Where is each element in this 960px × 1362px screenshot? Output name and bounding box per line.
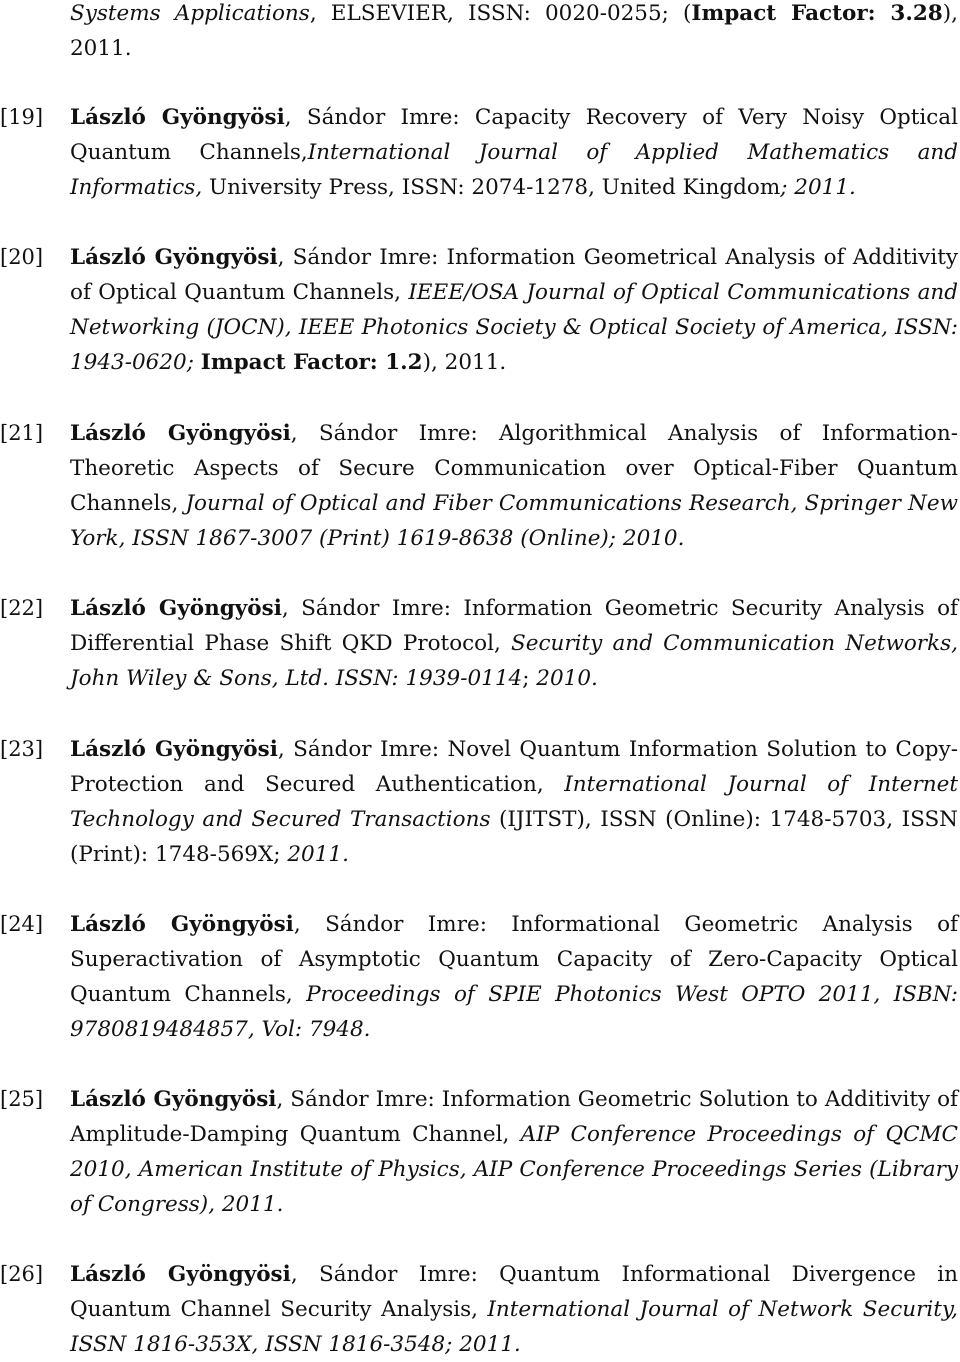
reference-segment: , Sándor Imre: Quantum Informational Divergence in Quantum Channel Security Analysis,: [70, 1262, 958, 1322]
reference-segment: University Press, ISSN: 2074-1278, United Kingdom: [202, 175, 781, 200]
reference-number: [25]: [0, 1087, 44, 1111]
reference-text: [70, 100, 958, 205]
reference-entry-19: [0, 100, 958, 205]
reference-segment: , ELSEVIER, ISSN: 0020-0255; (: [309, 1, 692, 26]
reference-text: [70, 591, 958, 696]
reference-year: ; 2011.: [780, 175, 856, 200]
reference-text: [70, 907, 958, 1047]
journal-name: Journal of Optical and Fiber Communications Research, Springer New York, ISSN 1867-3007 (Print) 1619-8638 (Online); 2010.: [70, 491, 958, 551]
journal-name: Proceedings of SPIE Photonics West OPTO 2011, ISBN: 9780819484857, Vol: 7948.: [70, 982, 958, 1042]
journal-name: Security and Communication Networks, John Wiley & Sons, Ltd. ISSN: 1939-0114: [70, 631, 958, 691]
reference-text: [70, 732, 958, 872]
author-name: László Gyöngyösi: [70, 912, 294, 937]
reference-segment: ), 2011.: [70, 1, 958, 61]
reference-number: [23]: [0, 737, 44, 761]
reference-entry-26: [0, 1257, 958, 1362]
journal-name: Systems Applications: [70, 1, 310, 26]
reference-segment: , Sándor Imre: Algorithmical Analysis of Information-Theoretic Aspects of Secure Communication over Optical-Fiber Quantum Channels,: [70, 421, 958, 516]
reference-segment: , Sándor Imre: Information Geometrical Analysis of Additivity of Optical Quantum Channels,: [70, 245, 958, 305]
reference-number: [22]: [0, 596, 44, 620]
reference-number: [19]: [0, 105, 44, 129]
reference-entry-23: [0, 732, 958, 872]
author-name: László Gyöngyösi: [70, 1262, 291, 1287]
reference-text: [70, 0, 958, 66]
reference-segment: (IJITST), ISSN (Online): 1748-5703, ISSN (Print): 1748-569X;: [70, 807, 958, 867]
reference-segment: , Sándor Imre: Information Geometric Security Analysis of Differential Phase Shift QKD Protocol,: [70, 596, 958, 656]
author-name: László Gyöngyösi: [70, 596, 282, 621]
reference-year: 2011.: [287, 842, 349, 867]
author-name: László Gyöngyösi: [70, 105, 285, 130]
journal-name: IEEE/OSA Journal of Optical Communications and Networking (JOCN), IEEE Photonics Society & Optical Society of America, ISSN: 1943-0620;: [70, 280, 958, 375]
reference-entry-25: [0, 1082, 958, 1222]
reference-year: 2010.: [536, 666, 598, 691]
reference-number: [26]: [0, 1262, 44, 1286]
reference-number: [21]: [0, 421, 44, 445]
author-name: László Gyöngyösi: [70, 245, 278, 270]
reference-segment: ), 2011.: [422, 350, 507, 375]
reference-entry-21: [0, 416, 958, 556]
journal-name: AIP Conference Proceedings of QCMC 2010, American Institute of Physics, AIP Conference Proceedings Series (Library of Congress), 2011.: [70, 1122, 958, 1217]
reference-segment: , Sándor Imre: Information Geometric Solution to Additivity of Amplitude-Damping Quantum Channel,: [70, 1087, 958, 1147]
reference-text: [70, 240, 958, 380]
reference-number: [24]: [0, 912, 44, 936]
reference-segment: [194, 350, 201, 375]
impact-factor: Impact Factor: 1.2: [200, 350, 423, 375]
reference-segment: ;: [522, 666, 537, 691]
reference-text: [70, 1082, 958, 1222]
reference-entry-20: [0, 240, 958, 380]
reference-entry-continued: [0, 0, 958, 66]
reference-segment: , Sándor Imre: Novel Quantum Information Solution to Copy-Protection and Secured Authentication,: [70, 737, 958, 797]
reference-segment: , Sándor Imre: Informational Geometric Analysis of Superactivation of Asymptotic Quantum Capacity of Zero-Capacity Optical Quantum Channels,: [70, 912, 958, 1007]
reference-text: [70, 416, 958, 556]
journal-name: International Journal of Network Security, ISSN 1816-353X, ISSN 1816-3548; 2011.: [70, 1297, 959, 1357]
reference-number: [20]: [0, 245, 44, 269]
reference-text: [70, 1257, 958, 1362]
reference-entry-22: [0, 591, 958, 696]
author-name: László Gyöngyösi: [70, 1087, 277, 1112]
reference-segment: , Sándor Imre: Capacity Recovery of Very Noisy Optical Quantum Channels,: [70, 105, 958, 165]
impact-factor: Impact Factor: 3.28: [691, 1, 943, 26]
journal-name: International Journal of Applied Mathematics and Informatics,: [70, 140, 958, 200]
reference-entry-24: [0, 907, 958, 1047]
author-name: László Gyöngyösi: [70, 421, 291, 446]
journal-name: International Journal of Internet Technology and Secured Transactions: [70, 772, 958, 832]
author-name: László Gyöngyösi: [70, 737, 278, 762]
